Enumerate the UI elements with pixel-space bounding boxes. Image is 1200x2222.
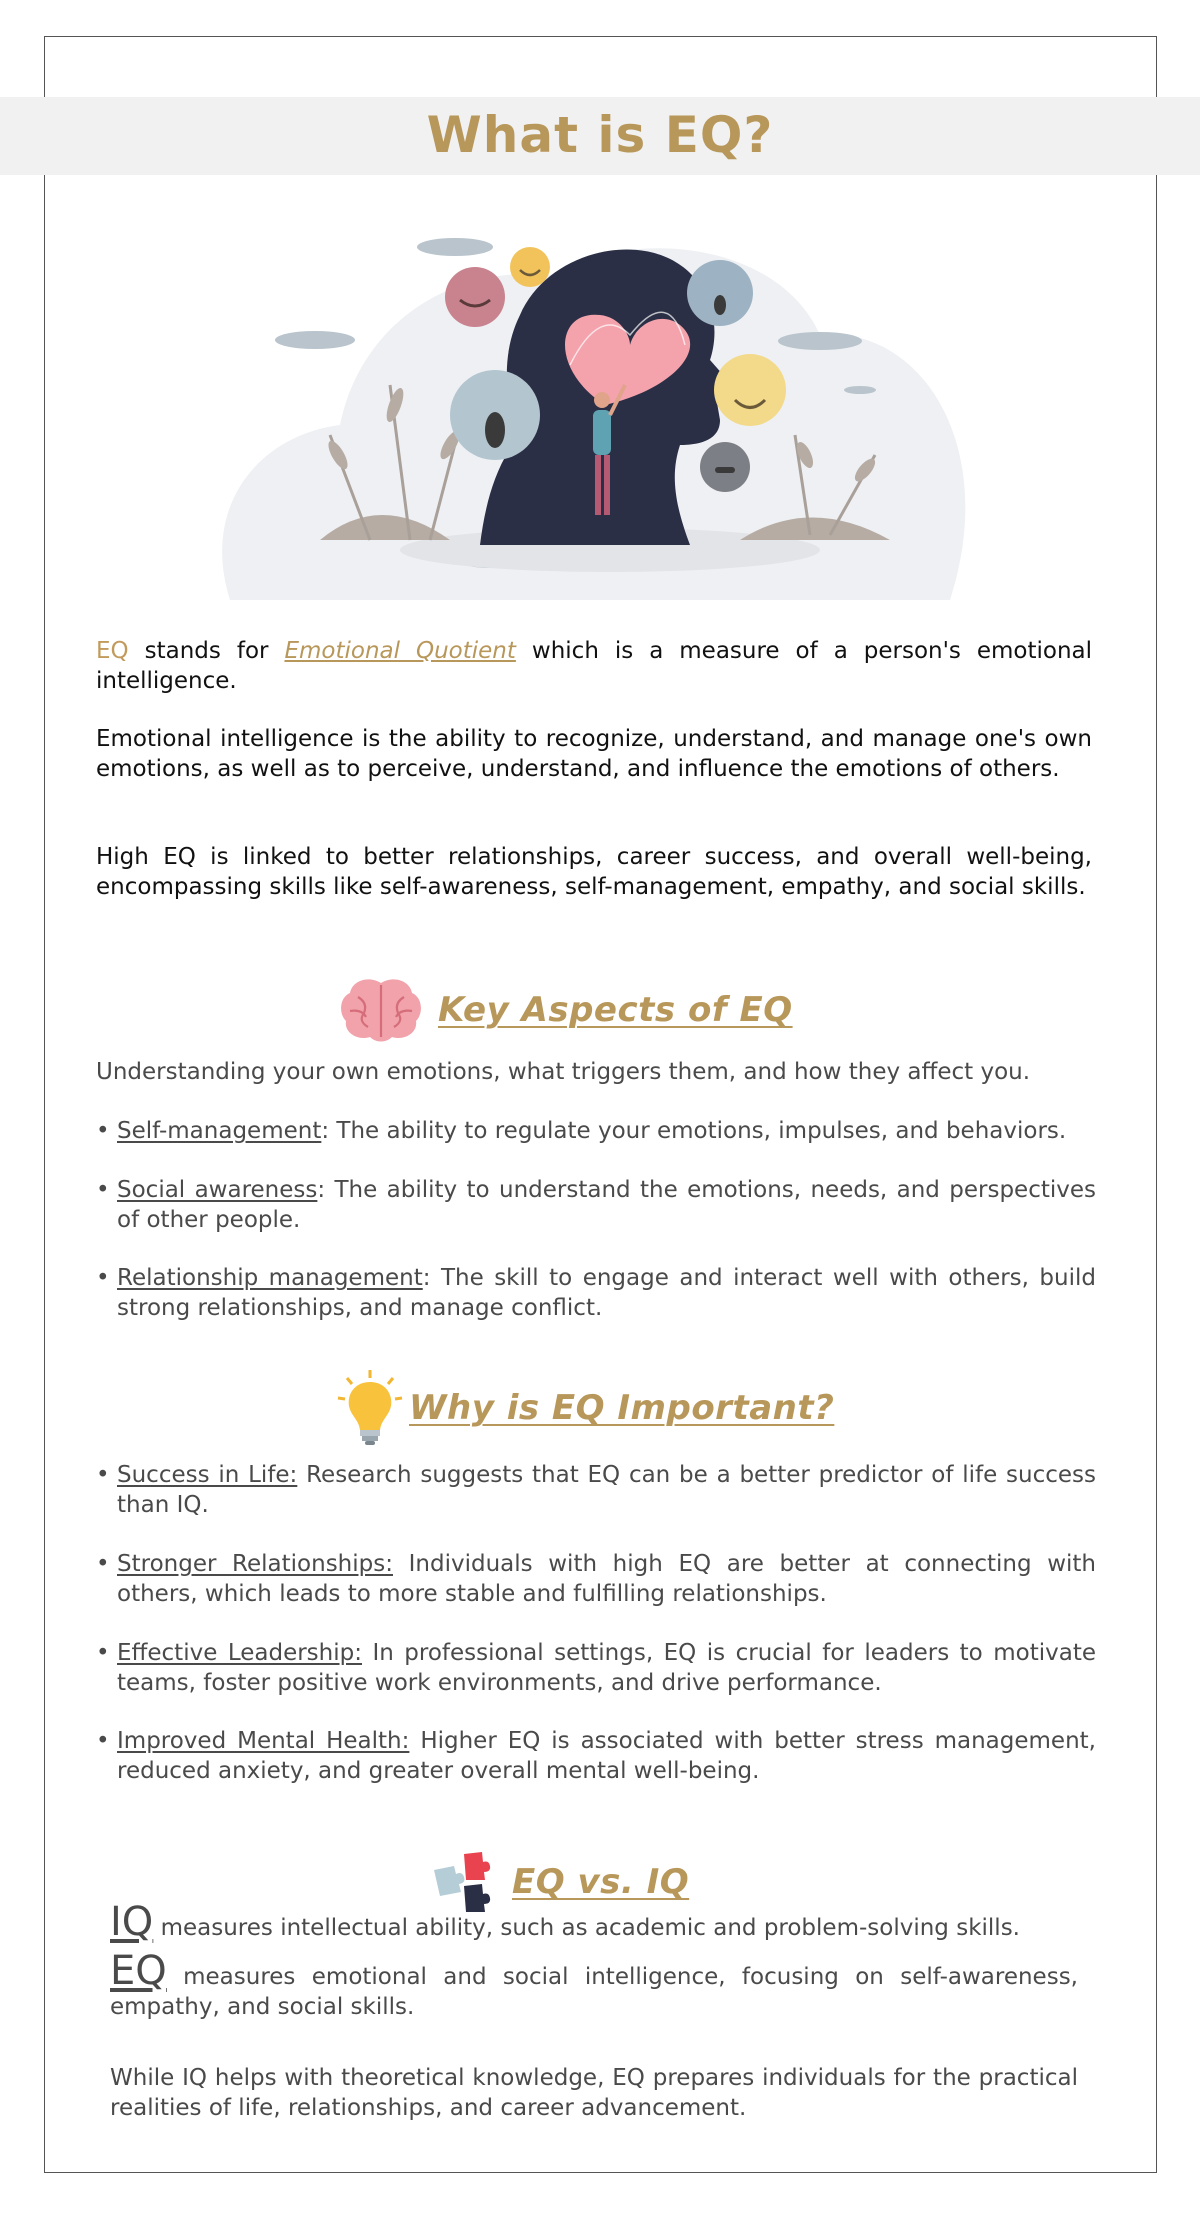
intro-paragraph-3: High EQ is linked to better relationships, career success, and overall well-being, encompassing skills like self-awareness, self-management, empathy, and social skills. [96,844,1092,900]
eq-term: EQ [110,1948,167,1994]
eq-abbrev: EQ [96,638,129,664]
list-item: • Effective Leadership: In professional settings, EQ is crucial for leaders to motivate teams, foster positive work environments, and drive performance. [96,1640,1096,1696]
iq-term: IQ [110,1899,154,1945]
key-aspects-header [338,975,793,1045]
list-item: • Relationship management: The skill to engage and interact well with others, build strong relationships, and manage conflict. [96,1265,1096,1321]
list-item: • Social awareness: The ability to understand the emotions, needs, and perspectives of other people. [96,1177,1097,1233]
list-item: • Success in Life: Research suggests that EQ can be a better predictor of life success than IQ. [96,1462,1096,1518]
list-item: • Improved Mental Health: Higher EQ is associated with better stress management, reduced anxiety, and greater overall mental well-being. [96,1728,1096,1784]
page-title: What is EQ? [426,106,774,164]
emotional-quotient-link[interactable]: Emotional Quotient [284,638,516,664]
key-aspects-heading: Key Aspects of EQ [438,990,793,1030]
eq-definition: EQ measures emotional and social intelligence, focusing on self-awareness, empathy, and social skills. [110,1948,1078,2020]
list-item: • Self-management: The ability to regulate your emotions, impulses, and behaviors. [96,1118,1067,1144]
list-item: • Stronger Relationships: Individuals with high EQ are better at connecting with others, which leads to more stable and fulfilling relationships. [96,1551,1097,1607]
importance-header [335,1368,834,1448]
lightbulb-icon [335,1368,405,1448]
intro-paragraph-2: Emotional intelligence is the ability to recognize, understand, and manage one's own emotions, as well as to perceive, understand, and influence the emotions of others. [96,726,1092,782]
iq-definition: IQ measures intellectual ability, such as academic and problem-solving skills. [110,1899,1020,1945]
brain-icon [338,975,424,1045]
intro-paragraph-1: EQ stands for Emotional Quotient which is a measure of a person's emotional intelligence. [96,638,1093,694]
compare-heading: EQ vs. IQ [512,1862,690,1902]
importance-heading: Why is EQ Important? [409,1388,835,1428]
key-aspects-lead: Understanding your own emotions, what triggers them, and how they affect you. [96,1059,1031,1085]
closing-paragraph: While IQ helps with theoretical knowledge, EQ prepares individuals for the practical realities of life, relationships, and career advancement. [110,2065,1078,2121]
hero-illustration [220,205,980,600]
